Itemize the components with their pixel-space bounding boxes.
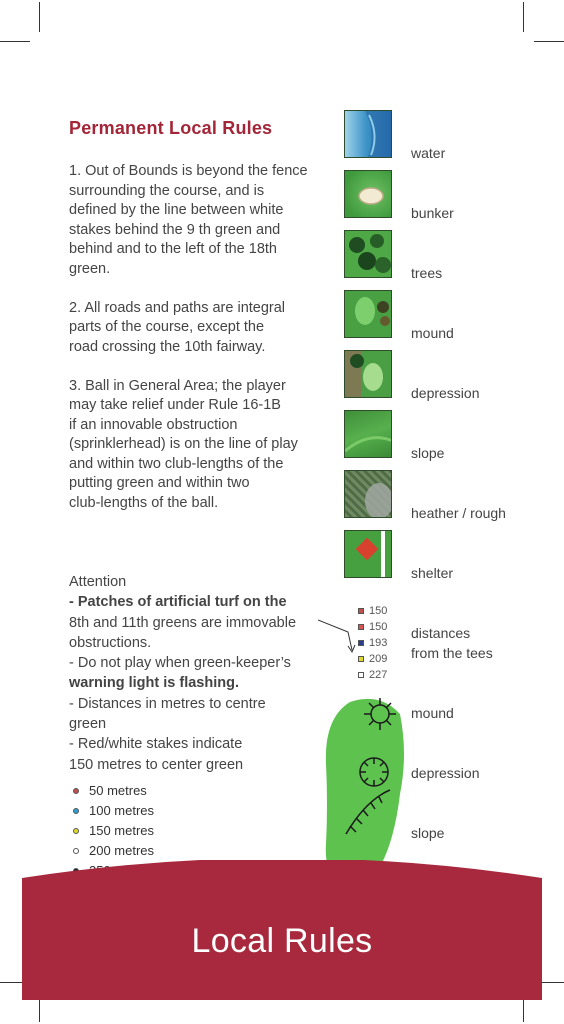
green-symbol-label: slope [411, 825, 445, 841]
legend-item: 50 metres [73, 781, 154, 801]
attention-item: - Patches of artificial turf on the 8th and 11th greens are immovable obstructions. [69, 594, 297, 651]
terrain-label: trees [411, 265, 443, 281]
slope-icon [344, 410, 392, 458]
tee-marker-icon [358, 608, 364, 614]
terrain-label: slope [411, 445, 445, 461]
tee-distance-item: 209 [358, 651, 387, 667]
crop-mark [39, 2, 40, 32]
pointer-arrow-icon [318, 618, 358, 658]
green-symbol-label: mound [411, 705, 454, 721]
marker-dot-icon [73, 788, 79, 794]
tee-distance-list [358, 603, 387, 683]
water-icon [344, 110, 392, 158]
terrain-label: shelter [411, 565, 454, 581]
crop-mark [0, 41, 30, 42]
attention-item: - Distances in metres to centre green [69, 695, 266, 733]
attention-item: warning light is flashing. [69, 675, 239, 692]
attention-item: - Red/white stakes indicate 150 metres to center green [69, 736, 244, 773]
tee-marker-icon [358, 624, 364, 630]
tee-distance-label: distances from the tees [411, 625, 493, 661]
page-title: Permanent Local Rules [69, 118, 273, 138]
shelter-icon [344, 530, 392, 578]
marker-dot-icon [73, 848, 79, 854]
bunker-icon [344, 170, 392, 218]
green-symbol-label: depression [411, 765, 480, 781]
tee-distance-item: 150 [358, 603, 387, 619]
terrain-label: mound [411, 325, 454, 341]
crop-mark [534, 41, 564, 42]
tee-marker-icon [358, 640, 364, 646]
marker-dot-icon [73, 828, 79, 834]
attention-section [69, 572, 339, 775]
tee-distance-item: 227 [358, 667, 387, 683]
rules-list [69, 162, 331, 533]
banner-title: Local Rules [191, 922, 373, 960]
tee-distance-item: 193 [358, 635, 387, 651]
terrain-label: bunker [411, 205, 454, 221]
tee-marker-icon [358, 656, 364, 662]
mound-icon [344, 290, 392, 338]
depression-icon [344, 350, 392, 398]
crop-mark [523, 2, 524, 32]
legend-item: 150 metres [73, 821, 154, 841]
rule-3: 3. Ball in General Area; the player may take relief under Rule 16-1B if an innovable obstruction (sprinklerhead) is on the line of play and within two club-lengths of the putting green and within two club-lengths of the ball. [69, 377, 298, 511]
attention-item: - Do not play when green-keeper’s [69, 655, 291, 672]
legend-item: 200 metres [73, 841, 154, 861]
terrain-label: water [411, 145, 446, 161]
trees-icon [344, 230, 392, 278]
attention-heading: Attention [69, 574, 127, 590]
legend-item: 100 metres [73, 801, 154, 821]
green-diagram [318, 694, 408, 884]
terrain-label: depression [411, 385, 480, 401]
tee-marker-icon [358, 672, 364, 678]
rule-1: 1. Out of Bounds is beyond the fence surrounding the course, and is defined by the line between white stakes behind the 9 th green and behind and to the left of the 18th green. [69, 163, 308, 277]
terrain-label: heather / rough [411, 505, 506, 521]
rule-2: 2. All roads and paths are integral parts of the course, except the road crossing the 10th fairway. [69, 299, 286, 355]
marker-dot-icon [73, 808, 79, 814]
heather-icon [344, 470, 392, 518]
tee-distance-item: 150 [358, 619, 387, 635]
